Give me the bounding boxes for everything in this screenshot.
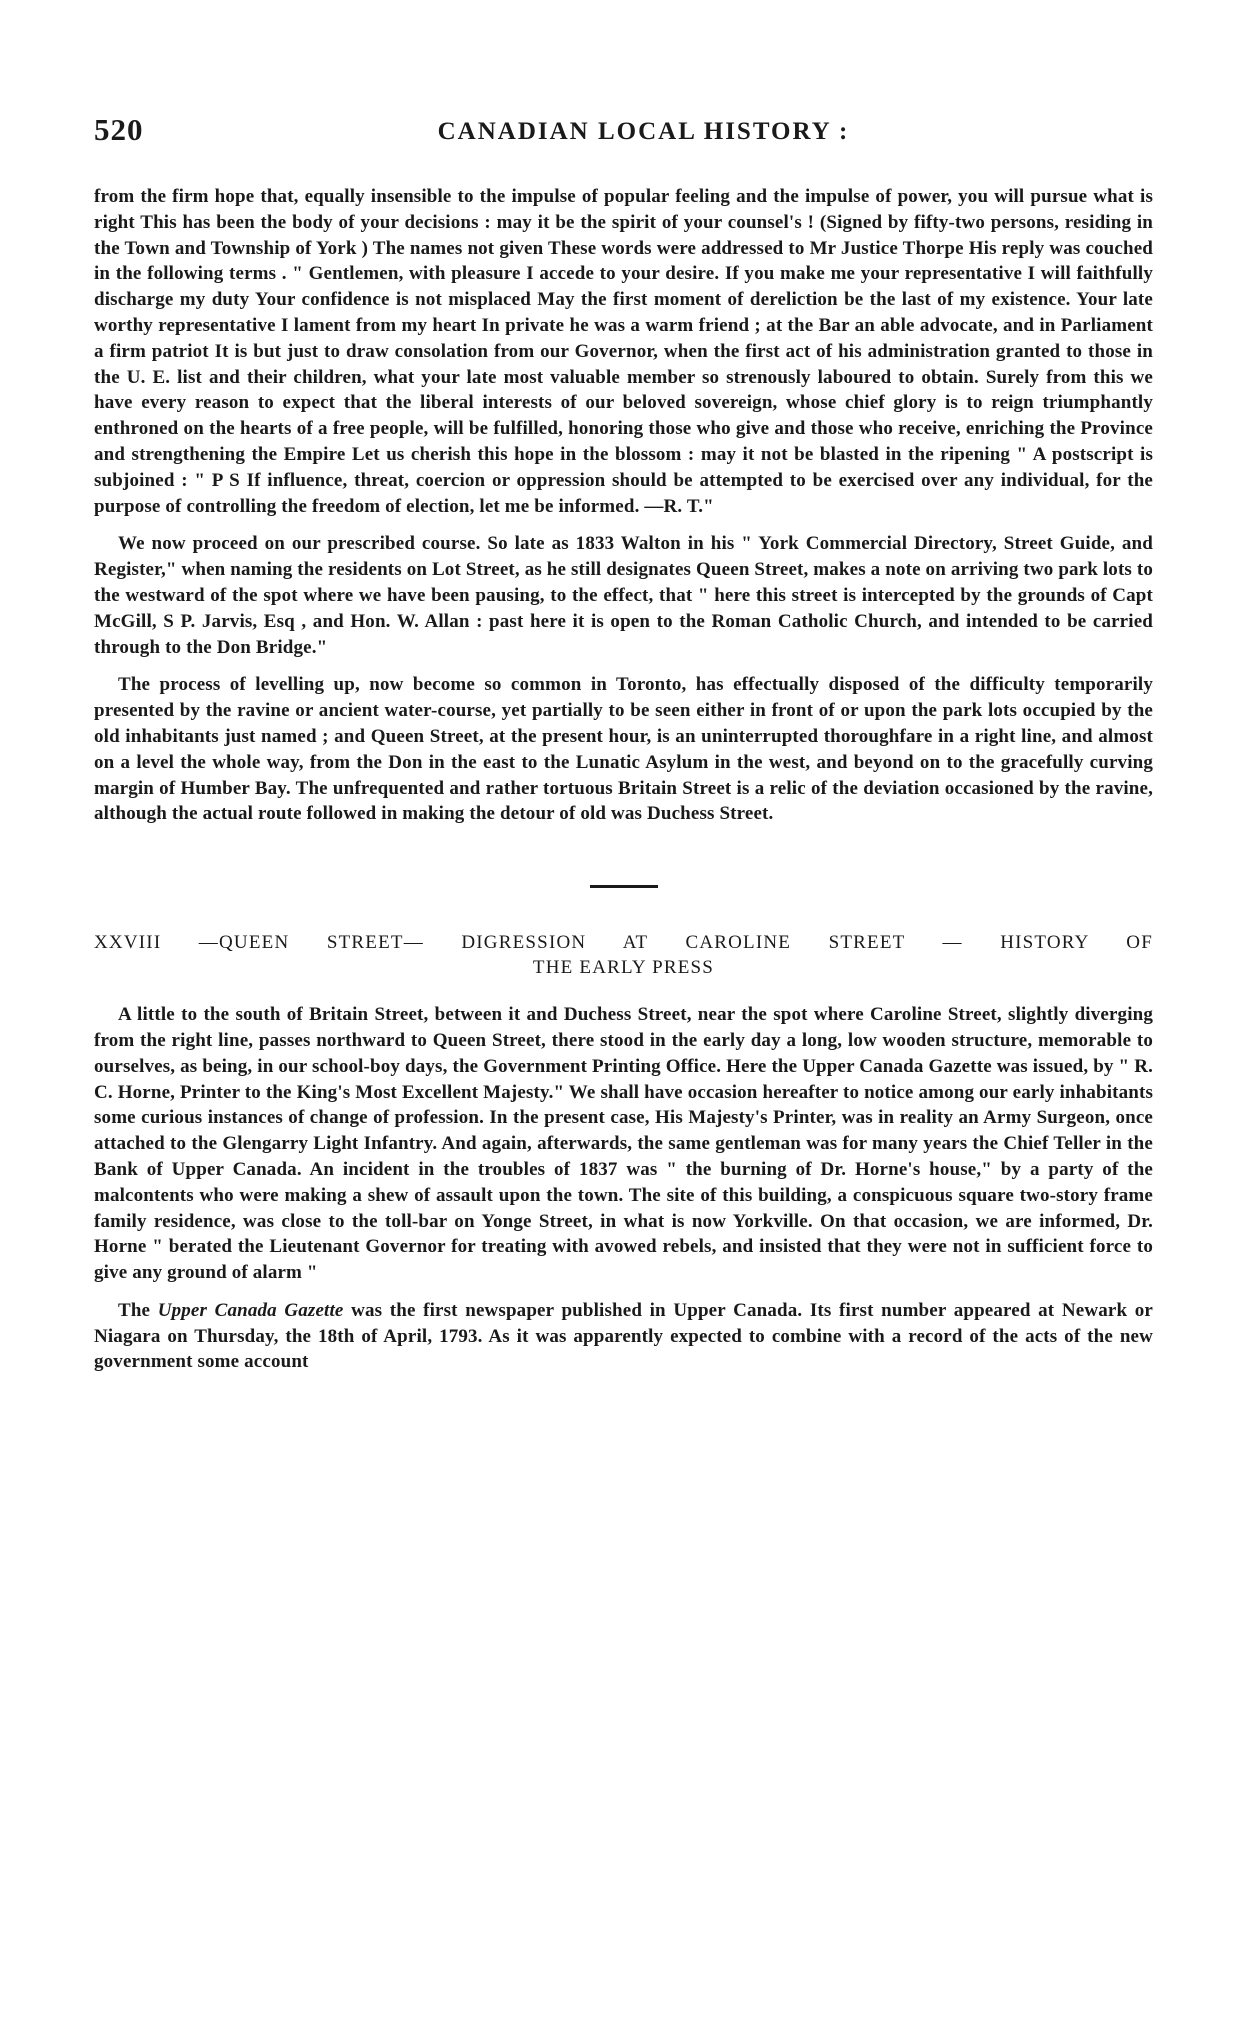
chapter-heading-line-2: THE EARLY PRESS (532, 957, 715, 979)
gazette-lead: The (118, 1299, 151, 1321)
gazette-rest: was the first newspaper published in Upper Canada. Its first number appeared at Newark or Niagara on Thursday, the 18th of April, 1793. As it was apparently expected to combine with a record of the acts of the new government some account (94, 1299, 1154, 1373)
paragraph-gazette (94, 1298, 1153, 1375)
paragraph-levelling: The process of levelling up, now become so common in Toronto, has effectually disposed of the difficulty temporarily presented by the ravine or ancient water-course, yet partially to be seen either in front of or upon the park lots occupied by the old inhabitants just named ; and Queen Street, at the present hour, is an uninterrupted thoroughfare in a right line, and almost on a level the whole way, from the Don in the east to the Lunatic Asylum in the west, and beyond on to the gracefully curving margin of Humber Bay. The unfrequented and rather tortuous Britain Street is a relic of the deviation occasioned by the ravine, although the actual route followed in making the detour of old was Duchess Street. (94, 674, 1153, 825)
page-number: 520 (94, 112, 144, 147)
paragraph-continued: from the firm hope that, equally insensible to the impulse of popular feeling and the impulse of power, you will pursue what is right This has been the body of your decisions : may it be the spirit of your counsel's ! (Signed by fifty-two persons, residing in the Town and Township of York ) The names not given These words were addressed to Mr Justice Thorpe His reply was couched in the following terms . " Gentlemen, with pleasure I accede to your desire. If you make me your representative I will faithfully discharge my duty Your confidence is not misplaced May the first moment of dereliction be the last of my existence. Your late worthy representative I lament from my heart In private he was a warm friend ; at the Bar an able advocate, and in Parliament a firm patriot It is but just to draw consolation from our Governor, when the first act of his administration granted to those in the U. E. list and their children, what your late most valuable member so strenously laboured to obtain. Surely from this we have every reason to expect that the liberal interests of our beloved sovereign, whose chief glory is to reign triumphantly enthroned on the hearts of a free people, will be fulfilled, honoring those who give and those who receive, enriching the Province and strengthening the Empire Let us cherish this hope in the blossom : may it not be blasted in the ripening " A postscript is subjoined : " P S If influence, threat, coercion or oppression should be attempted to be exercised over any individual, for the purpose of controlling the freedom of election, let me be informed. —R. T." (94, 186, 1153, 517)
gazette-title: Upper Canada Gazette (157, 1299, 344, 1321)
running-title: CANADIAN LOCAL HISTORY : (437, 118, 850, 145)
chapter-heading (94, 930, 1153, 980)
page-body (94, 184, 1153, 1375)
chapter-heading-line-1: XXVIII —QUEEN STREET— DIGRESSION AT CAROLINE STREET — HISTORY OF (94, 932, 1153, 954)
section-divider (590, 885, 658, 888)
paragraph-printing-office: A little to the south of Britain Street, between it and Duchess Street, near the spot where Caroline Street, slightly diverging from the right line, passes northward to Queen Street, there stood in the early day a long, low wooden structure, memorable to ourselves, as being, in our school-boy days, the Government Printing Office. Here the Upper Canada Gazette was issued, by " R. C. Horne, Printer to the King's Most Excellent Majesty." We shall have occasion hereafter to notice among our early inhabitants some curious instances of change of profession. In the present case, His Majesty's Printer, was in reality an Army Surgeon, once attached to the Glengarry Light Infantry. And again, afterwards, the same gentleman was for many years the Chief Teller in the Bank of Upper Canada. An incident in the troubles of 1837 was " the burning of Dr. Horne's house," by a party of the malcontents who were making a shew of assault upon the town. The site of this building, a conspicuous square two-story frame family residence, was close to the toll-bar on Yonge Street, in what is now Yorkville. On that occasion, we are informed, Dr. Horne " berated the Lieutenant Governor for treating with avowed rebels, and insisted that they were not in sufficient force to give any ground of alarm " (94, 1004, 1153, 1284)
paragraph-walton: We now proceed on our prescribed course. So late as 1833 Walton in his " York Commercial Directory, Street Guide, and Register," when naming the residents on Lot Street, as he still designates Queen Street, makes a note on arriving two park lots to the westward of the spot where we have been pausing, to the effect, that " here this street is intercepted by the grounds of Capt McGill, S P. Jarvis, Esq , and Hon. W. Allan : past here it is open to the Roman Catholic Church, and intended to be carried through to the Don Bridge." (94, 533, 1154, 658)
page-header (94, 112, 1153, 152)
